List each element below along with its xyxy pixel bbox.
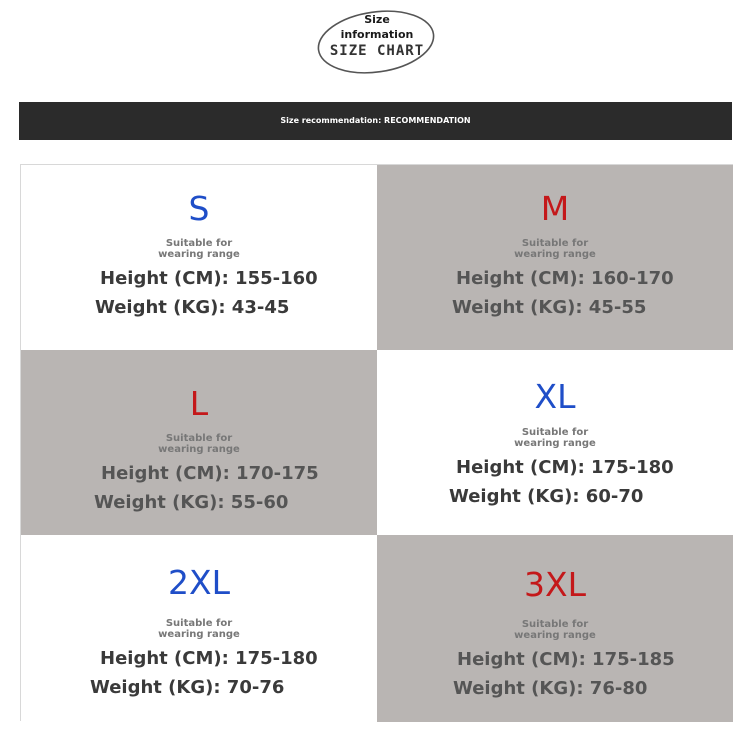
size-label: S xyxy=(188,189,210,228)
size-card-xl xyxy=(377,350,733,535)
weight-range: Weight (KG): 60-70 xyxy=(449,486,644,507)
suitable-label-line1: Suitable for xyxy=(521,427,589,438)
suitable-label-line2: wearing range xyxy=(514,630,596,641)
size-label: M xyxy=(540,189,570,228)
logo-title-line2: information xyxy=(340,28,414,41)
suitable-label-line1: Suitable for xyxy=(165,618,233,629)
logo-title-line1: Size xyxy=(364,13,390,26)
suitable-label-line2: wearing range xyxy=(514,249,596,260)
size-recommendation-banner: Size recommendation: RECOMMENDATION xyxy=(19,102,732,140)
size-card-3xl xyxy=(377,535,733,722)
size-label: 3XL xyxy=(524,565,586,604)
size-label: L xyxy=(189,384,209,423)
height-range: Height (CM): 175-180 xyxy=(456,457,674,478)
logo-size-chart-text: SIZE CHART xyxy=(329,43,425,59)
size-card-l xyxy=(21,350,377,535)
size-card-2xl xyxy=(21,535,377,722)
size-chart-logo xyxy=(316,8,438,76)
size-card-m xyxy=(377,165,733,350)
weight-range: Weight (KG): 43-45 xyxy=(95,297,290,318)
height-range: Height (CM): 175-185 xyxy=(457,649,675,670)
suitable-label-line1: Suitable for xyxy=(165,238,233,249)
weight-range: Weight (KG): 45-55 xyxy=(452,297,647,318)
suitable-label-line2: wearing range xyxy=(158,249,240,260)
height-range: Height (CM): 170-175 xyxy=(101,463,319,484)
height-range: Height (CM): 175-180 xyxy=(100,648,318,669)
weight-range: Weight (KG): 70-76 xyxy=(90,677,285,698)
suitable-label-line2: wearing range xyxy=(514,438,596,449)
height-range: Height (CM): 155-160 xyxy=(100,268,318,289)
weight-range: Weight (KG): 55-60 xyxy=(94,492,289,513)
size-label: XL xyxy=(534,377,576,416)
suitable-label-line2: wearing range xyxy=(158,629,240,640)
height-range: Height (CM): 160-170 xyxy=(456,268,674,289)
suitable-label-line1: Suitable for xyxy=(165,433,233,444)
weight-range: Weight (KG): 76-80 xyxy=(453,678,648,699)
suitable-label-line1: Suitable for xyxy=(521,619,589,630)
suitable-label-line1: Suitable for xyxy=(521,238,589,249)
size-label: 2XL xyxy=(168,563,230,602)
size-grid xyxy=(20,164,733,721)
suitable-label-line2: wearing range xyxy=(158,444,240,455)
size-card-s xyxy=(21,165,377,350)
